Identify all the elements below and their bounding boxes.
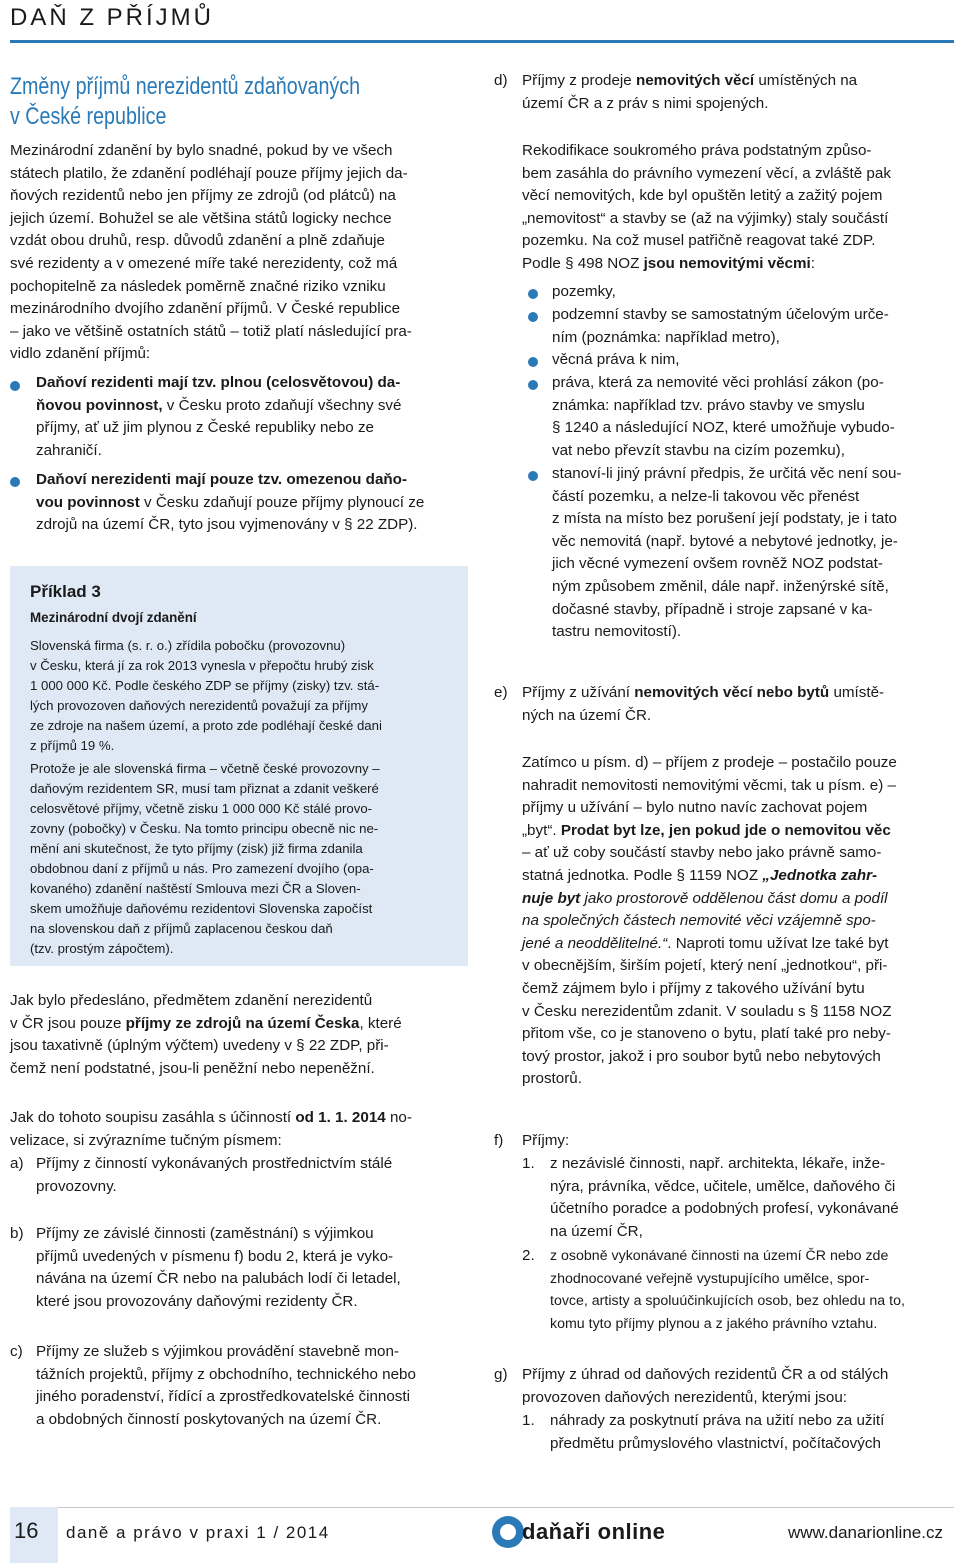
- bold-text: vou povinnost: [36, 493, 140, 511]
- section-title-line: Změny příjmů nerezidentů zdaňovaných: [10, 73, 361, 100]
- example-title: Příklad 3: [30, 582, 101, 601]
- text-line: které jsou provozovány daňovými rezidenty ČR.: [36, 1292, 358, 1310]
- italic-text: jako prostorově oddělenou část domu a podíl: [580, 889, 888, 907]
- bold-italic-text: nuje byt: [522, 889, 581, 907]
- text: Jak do tohoto soupisu zasáhla s účinností: [10, 1109, 296, 1126]
- text-line: Příjmy z činností vykonávaných prostřednictvím stálé: [36, 1155, 393, 1172]
- text-line: v Česku nerezidentům zdanit. V souladu s § 1158 NOZ: [522, 1002, 892, 1020]
- intro-paragraph: [10, 140, 468, 366]
- text-line: věc nemovitá (např. bytové a nebytové jednotky, je-: [552, 532, 898, 550]
- text-line: Příjmy ze závislé činnosti (zaměstnání) s výjimkou: [36, 1225, 374, 1242]
- text-line: lých provozoven daňových nerezidentů považují za příjmy: [30, 698, 368, 713]
- text-line: v Česku, která jí za rok 2013 vynesla v přepočtu hrubý zisk: [30, 658, 374, 673]
- text-line: tový prostor, jakož i pro soubor bytů nebo nebytových: [522, 1047, 881, 1065]
- text-line: – jako ve většině ostatních států – totiž platí následující pra-: [10, 322, 412, 340]
- text: , které: [359, 1014, 402, 1032]
- text-line: provozovny.: [36, 1177, 117, 1195]
- text-line: skem umožňuje daňovému rezidentovi Slovenska započíst: [30, 901, 373, 916]
- text-line: Slovenská firma (s. r. o.) zřídila pobočku (provozovnu): [30, 638, 346, 653]
- text-line: pochopitelně za následek poměrně značné riziko vzniku: [10, 277, 386, 295]
- text-line: tovce, artisty a spoluúčinkujících osob, bez ohledu na to,: [550, 1293, 905, 1310]
- text-line: prostorů.: [522, 1070, 582, 1088]
- bold-text: jsou nemovitými věcmi: [643, 254, 811, 272]
- novel-paragraph: [10, 1107, 468, 1152]
- text-line: příjmy u užívání – bylo nutno navíc zachovat pojem: [522, 799, 868, 817]
- list-number: 1.: [522, 1155, 535, 1172]
- text-line: tážních projektů, příjmy z obchodního, technického nebo: [36, 1365, 416, 1383]
- recodification-paragraph: [522, 140, 954, 276]
- text-line: ním (poznámka: například metro),: [552, 328, 780, 346]
- text-line: a obdobných činností poskytovaných na území ČR.: [36, 1410, 382, 1428]
- item-d: [522, 70, 954, 115]
- text-line: území ČR a z práv s nimi spojených.: [522, 94, 769, 112]
- item-e: [522, 682, 954, 727]
- text: Příjmy z prodeje: [522, 72, 636, 89]
- item-f-2: [550, 1245, 954, 1335]
- text: v Česku proto zdaňují všechny své: [162, 396, 402, 414]
- example-paragraph-2: [30, 759, 455, 959]
- bullet-residents: [36, 372, 468, 462]
- item-g: [522, 1364, 954, 1409]
- bullet-dot: [528, 471, 538, 481]
- text-line: své rezidenty a v omezené míře také nerezidenty, což má: [10, 254, 398, 272]
- text: „byt“.: [522, 821, 561, 839]
- section-title-line: v České republice: [10, 103, 167, 130]
- bold-text: příjmy ze zdrojů na území Česka: [125, 1014, 360, 1032]
- text-line: z místa na místo bez porušení její podstaty, je i tato: [552, 510, 897, 528]
- text-line: kovaného) zdanění naštěstí Smlouva mezi ČR a Sloven-: [30, 881, 361, 896]
- page-number: 16: [14, 1518, 39, 1543]
- text: statná jednotka. Podle § 1159 NOZ: [522, 866, 763, 884]
- text-line: státech platilo, že zdanění podléhají pouze příjmy jejich da-: [10, 164, 408, 182]
- bullet-dot: [10, 381, 20, 391]
- text: Příjmy z užívání: [522, 684, 635, 701]
- text-line: příjmů uvedených v písmenu f) bodu 2, která je vyko-: [36, 1247, 394, 1265]
- bold-text: Prodat byt lze, jen pokud jde o nemovitou věc: [560, 821, 891, 839]
- bullet-dot: [528, 357, 538, 367]
- text-line: vat nebo převzít stavbu na cizím pozemku),: [552, 441, 845, 459]
- text-line: ným způsobem změnil, dále např. inženýrské sítě,: [552, 577, 889, 595]
- text-line: provozoven daňových nerezidentů, kterými jsou:: [522, 1388, 848, 1406]
- text-line: nýra, právníka, vědce, učitele, umělce, daňového či: [550, 1177, 896, 1195]
- text-line: Zatímco u písm. d) – příjem z prodeje – postačilo pouze: [522, 754, 897, 771]
- italic-text: na společných částech nemovité věci vzájemně spo-: [522, 912, 876, 930]
- bullet-underground: [552, 304, 954, 349]
- bullet-land: [552, 281, 954, 304]
- page-header-title: DAŇ Z PŘÍJMŮ: [10, 4, 214, 31]
- text: Podle § 498 NOZ: [522, 254, 644, 272]
- text-line: vidlo zdanění příjmů:: [10, 345, 151, 363]
- item-f-title: Příjmy:: [522, 1132, 570, 1149]
- bold-text: od 1. 1. 2014: [295, 1109, 386, 1126]
- list-label-c: c): [10, 1343, 23, 1360]
- text-line: náhrady za poskytnutí práva na užití nebo za užití: [550, 1412, 885, 1429]
- text-line: tastru nemovitostí).: [552, 623, 682, 641]
- text-line: pozemky,: [552, 283, 616, 300]
- text-line: obdobnou daní z příjmů u nás. Pro zamezení dvojího (opa-: [30, 861, 374, 876]
- bullet-nonresidents: [36, 469, 468, 537]
- text-line: čemž není podstatné, jsou-li peněžní nebo nepeněžní.: [10, 1059, 375, 1077]
- text-line: zdrojů na území ČR, tyto jsou vyjmenovány v § 22 ZDP).: [36, 516, 418, 534]
- text-line: § 1240 a následující NOZ, které umožňuje vybudo-: [552, 419, 895, 437]
- text-line: čemž zájmem bylo i příjmy z takového užívání bytu: [522, 979, 865, 997]
- bold-text: ňovou povinnost,: [36, 396, 163, 414]
- text-line: návána na území ČR nebo na palubách lodí či letadel,: [36, 1270, 401, 1288]
- text-line: dočasné stavby, případně i stroje zapsané v ka-: [552, 600, 873, 618]
- bold-text: Daňoví nerezidenti mají pouze tzv. omezenou daňo-: [36, 471, 408, 488]
- list-label-g: g): [494, 1366, 508, 1383]
- text-line: 1 000 000 Kč. Podle českého ZDP se příjmy (zisky) tzv. stá-: [30, 678, 380, 693]
- bold-italic-text: „Jednotka zahr-: [762, 866, 878, 884]
- logo-text: daňaři online: [522, 1519, 666, 1544]
- text-line: na slovenskou daň z příjmů zaplacenou českou daň: [30, 921, 333, 936]
- text-line: v obecnějším, širším pojetí, který není „jednotkou“, při-: [522, 957, 888, 975]
- bold-text: Daňoví rezidenti mají tzv. plnou (celosvětovou) da-: [36, 374, 401, 391]
- example-paragraph-1: [30, 636, 455, 756]
- text-line: Mezinárodní zdanění by bylo snadné, pokud by ve všech: [10, 142, 393, 159]
- bullet-rights: [552, 349, 954, 372]
- text-line: účetního poradce a podobných profesí, vykonávané: [550, 1200, 899, 1218]
- zatimco-paragraph: [522, 752, 954, 1091]
- list-label-b: b): [10, 1225, 24, 1242]
- bullet-law-rights: [552, 372, 954, 462]
- magazine-name: daně a právo v praxi 1 / 2014: [66, 1523, 330, 1542]
- text-line: (tzv. prostým zápočtem).: [30, 941, 174, 956]
- list-number: 1.: [522, 1412, 535, 1429]
- text: v ČR jsou pouze: [10, 1014, 126, 1032]
- text-line: ných na území ČR.: [522, 706, 652, 724]
- bullet-dot: [528, 312, 538, 322]
- text-line: z příjmů 19 %.: [30, 738, 115, 753]
- text-line: daňovým rezidentem SR, musí tam přiznat a zdanit veškeré: [30, 781, 379, 796]
- text-line: ze zdroje na našem území, a proto zde podléhají české dani: [30, 718, 382, 733]
- bullet-dot: [528, 380, 538, 390]
- text-line: vzdát obou druhů, resp. důvodů zdanění a plně zdaňuje: [10, 232, 385, 250]
- text-line: příjmy, ať už jim plynou z České republiky nebo ze: [36, 419, 374, 437]
- text-line: – ať už coby součástí stavby nebo jako právně samo-: [522, 844, 882, 862]
- item-f-1: [550, 1153, 954, 1243]
- logo-icon-inner: [500, 1524, 516, 1540]
- italic-text: jené a neoddělitelné.“: [522, 934, 668, 952]
- text-line: z nezávislé činnosti, např. architekta, lékaře, inže-: [550, 1155, 886, 1172]
- text-line: věcná práva k nim,: [552, 351, 680, 368]
- text-line: přitom vše, co je stanoveno o bytu, platí také pro neby-: [522, 1025, 891, 1043]
- text-line: Jak bylo předesláno, předmětem zdanění nerezidentů: [10, 992, 373, 1009]
- text: . Naproti tomu užívat lze také byt: [667, 934, 889, 952]
- text-line: zhodnocované veřejně vystupujícího umělce, spor-: [550, 1270, 870, 1287]
- text-line: zovny (pobočky) v Česku. Na tomto principu obecně nic ne-: [30, 821, 379, 836]
- section-title: [10, 72, 469, 132]
- text-line: celosvětové příjmy, včetně zisku 1 000 000 Kč stálé provo-: [30, 801, 373, 816]
- text-line: mění ani skutečnost, že tyto příjmy (zisk) již firma zdanila: [30, 841, 363, 856]
- subject-paragraph: [10, 990, 468, 1080]
- text-line: Rekodifikace soukromého práva podstatným způso-: [522, 142, 872, 159]
- text: umístěných na: [754, 72, 858, 89]
- text-line: mezinárodního dvojího zdanění příjmů. V České republice: [10, 300, 401, 318]
- text: v Česku zdaňují pouze příjmy plynoucí ze: [139, 493, 425, 511]
- text-line: ňových rezidentů nebo jen příjmy ze zdrojů (od plátců) na: [10, 187, 396, 205]
- text-line: pozemku. Na což musel patřičně reagovat také ZDP.: [522, 232, 876, 250]
- text-line: Příjmy z úhrad od daňových rezidentů ČR a od stálých: [522, 1366, 889, 1383]
- item-c: [36, 1341, 468, 1431]
- text-line: známka: například tzv. právo stavby ve smyslu: [552, 396, 865, 414]
- example-subtitle: Mezinárodní dvojí zdanění: [30, 610, 197, 625]
- list-label-e: e): [494, 684, 508, 701]
- list-label-d: d): [494, 72, 508, 89]
- text-line: nahradit nemovitosti nemovitými věcmi, tak u písm. e) –: [522, 776, 896, 794]
- text: :: [810, 254, 815, 272]
- bold-text: nemovitých věcí nebo bytů: [634, 684, 830, 701]
- text-line: komu tyto příjmy plynou a z jakého právního vztahu.: [550, 1315, 878, 1332]
- text-line: jich věcné vymezení ovšem rovněž NOZ podstat-: [552, 555, 883, 573]
- text: no-: [385, 1109, 412, 1126]
- list-number: 2.: [522, 1247, 535, 1264]
- text-line: jsou taxativně (úplným výčtem) uvedeny v § 22 ZDP, při-: [10, 1037, 389, 1055]
- list-label-a: a): [10, 1155, 24, 1172]
- text-line: Protože je ale slovenská firma – včetně české provozovny –: [30, 761, 380, 776]
- text-line: bem zasáhla do právního vymezení věcí, a zvláště pak: [522, 164, 891, 182]
- text-line: jiného poradenství, řídící a zprostředkovatelské činnosti: [36, 1388, 410, 1406]
- bullet-dot: [528, 289, 538, 299]
- text-line: stanoví-li jiný právní předpis, že určitá věc není sou-: [552, 465, 902, 482]
- text-line: věcí nemovitých, kde byl opuštěn letitý a zažitý pojem: [522, 187, 883, 205]
- text-line: velizace, si zvýrazníme tučným písmem:: [10, 1131, 282, 1149]
- bold-text: nemovitých věcí: [635, 72, 755, 89]
- list-label-f: f): [494, 1132, 504, 1149]
- text-line: částí pozemku, a nelze-li takovou věc přenést: [552, 487, 860, 505]
- text-line: předmětu průmyslového vlastnictví, počítačových: [550, 1434, 881, 1452]
- header-rule: [10, 40, 954, 43]
- item-a: [36, 1153, 468, 1198]
- text-line: z osobně vykonávané činnosti na území ČR nebo zde: [550, 1248, 889, 1264]
- text-line: „nemovitost“ a stavby se (až na výjimky) staly součástí: [522, 209, 889, 227]
- text-line: Příjmy ze služeb s výjimkou provádění stavebně mon-: [36, 1343, 399, 1360]
- bullet-dot: [10, 477, 20, 487]
- text-line: práva, která za nemovité věci prohlásí zákon (po-: [552, 374, 884, 391]
- item-b: [36, 1223, 468, 1313]
- text-line: na území ČR,: [550, 1222, 643, 1240]
- item-g-1: [550, 1410, 954, 1455]
- bullet-other: [552, 463, 954, 644]
- text: umístě-: [829, 684, 885, 701]
- footer-url[interactable]: www.danarionline.cz: [788, 1523, 943, 1542]
- text-line: podzemní stavby se samostatným účelovým urče-: [552, 306, 889, 323]
- text-line: zahraničí.: [36, 441, 102, 459]
- text-line: jejich území. Bohužel se ale většina států logicky nechce: [10, 209, 392, 227]
